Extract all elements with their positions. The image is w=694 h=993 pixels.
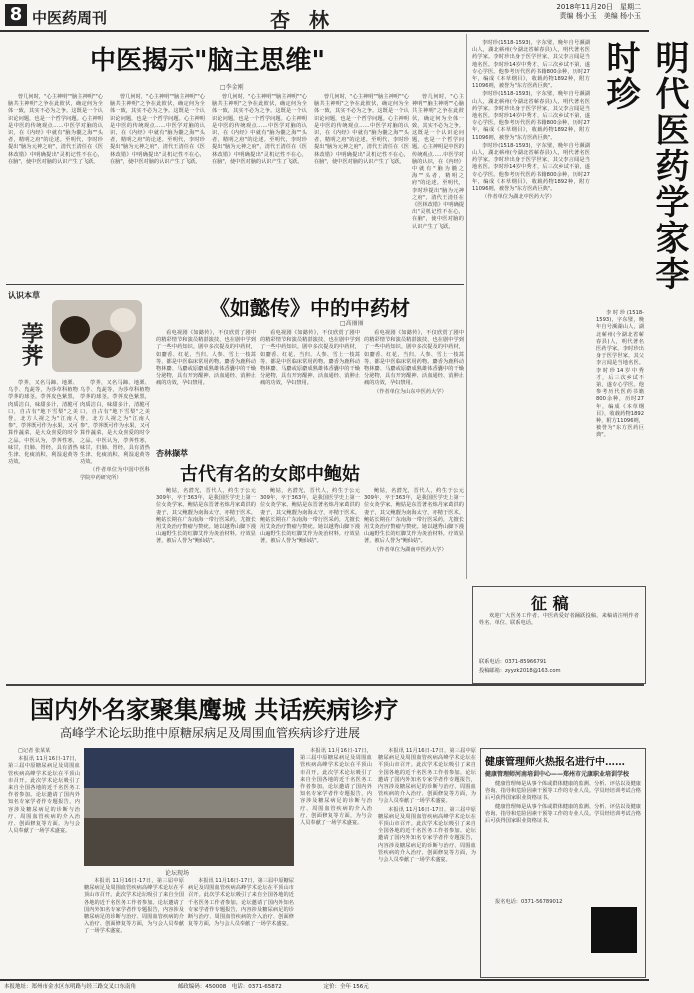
article3-col-1: 荸荠，又名马蹄、地栗、乌芋、凫茈等，为莎草科植物荸荠的球茎。荸荠皮色紫黑，肉质洁白，味甜多汁，清脆可口，自古有"地下雪梨"之美誉，北方人视之为"江南人参"。荸荠既可作为水果，又可算作蔬菜，是大众喜爱的时令之品。中医认为，荸荠性寒，味甘，归肺、胃经，具有清热生津、化痰消积、利湿退黄等功效。 bbox=[8, 380, 78, 466]
article4-col-3: 看电视剧《如懿传》，不仅欣赏了剧中的精彩情节和演员精湛演技，也在剧中学到了一些中药知识。剧中多次提及的中药材，如麝香、红花、当归、人参、雪上一枝蒿等，都是中医临床常用药物。麝香为鹿科动物林麝、马麝或原麝成熟雄体香囊中的干燥分泌物，具有开窍醒神、活血通经、消肿止痛的功效，孕妇禁用。 （作者单位为山东中医药大学） bbox=[364, 330, 464, 395]
qr-code-icon[interactable] bbox=[591, 907, 637, 953]
photo-caption: 论坛现场 bbox=[165, 870, 190, 877]
article5-col-2: 鲍姑，名潜光，晋代人，约生于公元309年，卒于363年，是我国医学史上第一位女灸学家。鲍姑是东晋著名炼丹家葛洪的妻子，其父鲍靓为南海太守，亦精于医术。鲍姑长期在广东南海一带行医采药，尤擅长用艾灸治疗赘瘤与赘疣。她以越秀山脚下漫山遍野生长的红脚艾作为灸治材料，疗效显著，被后人誉为"鲍仙姑"。 bbox=[260, 488, 360, 545]
health-ad-subtitle: 健康管理师河南培训中心——郑州市元康职业培训学校 bbox=[485, 771, 630, 778]
article1-col-1: 曾几何时，"心主神明""脑主神明""心脑共主神明"之争在此彼伏，确定何为全体一致，其实不必为之争。这既是一个认识论问题，也是一个哲学问题。心主神明是中医的传统观点……中医学对脑的认识，在《内经》中就有"脑为髓之海""头者，精明之府"的论述。至明代，李时珍提出"脑为元神之府"，清代王清任在《医林改错》中明确提出"灵机记性不在心，在脑"，使中医对脑的认识产生了飞跃。 bbox=[8, 94, 103, 165]
footer bbox=[0, 979, 649, 993]
article4-byline: □高丽丽 bbox=[340, 320, 364, 327]
health-ad-title: 健康管理师火热报名进行中…… bbox=[485, 757, 625, 768]
article6-col-3: 本报讯 11月16日-17日，第三届中原糖尿病足及周围血管疾病高峰学术论坛在平顶山市召开。此次学术论坛吸引了来自全国各地的近千名医务工作者参加。论坛邀请了国内外知名专家学者作专题报告，内容涉及糖尿病足的诊断与治疗、周围血管疾病的介入治疗、创面修复等方面，为与会人员奉献了一场学术盛宴。 bbox=[188, 878, 294, 928]
health-ad-phone: 报名电话：0371-56789012 bbox=[495, 899, 563, 905]
peeled-water-chestnut-shape bbox=[110, 308, 136, 332]
article1-headline: 中医揭示"脑主思维" bbox=[90, 46, 326, 76]
article1-byline: □李金刚 bbox=[220, 84, 244, 91]
column-divider bbox=[466, 34, 467, 579]
date-text: 2018年11月20日 星期二 bbox=[556, 3, 641, 11]
section-divider bbox=[6, 684, 644, 686]
article2-headline: 明代医药学家李时珍 bbox=[600, 40, 689, 292]
article1-col-5: 曾几何时，"心主神明""脑主神明""心脑共主神明"之争在此彼伏，确定何为全体一致，其实不必为之争。这既是一个认识论问题，也是一个哲学问题。心主神明是中医的传统观点……中医学对脑的认识，在《内经》中就有"脑为髓之海""头者，精明之府"的论述。至明代，李时珍提出"脑为元神之府"，清代王清任在《医林改错》中明确提出"灵机记性不在心，在脑"，使中医对脑的认识产生了飞跃。 bbox=[412, 94, 464, 230]
article6-col-2: 本报讯 11月16日-17日，第三届中原糖尿病足及周围血管疾病高峰学术论坛在平顶山市召开。此次学术论坛吸引了来自全国各地的近千名医务工作者参加。论坛邀请了国内外知名专家学者作专题报告，内容涉及糖尿病足的诊断与治疗、周围血管疾病的介入治疗、创面修复等方面，为与会人员奉献了一场学术盛宴。 bbox=[84, 878, 184, 935]
article5-col-3: 鲍姑，名潜光，晋代人，约生于公元309年，卒于363年，是我国医学史上第一位女灸学家。鲍姑是东晋著名炼丹家葛洪的妻子，其父鲍靓为南海太守，亦精于医术。鲍姑长期在广东南海一带行医采药，尤擅长用艾灸治疗赘瘤与赘疣。她以越秀山脚下漫山遍野生长的红脚艾作为灸治材料，疗效显著，被后人誉为"鲍仙姑"。 （作者单位为湖南中医药大学） bbox=[364, 488, 464, 553]
article6-col-1: □记者 张某某 本报讯 11月16日-17日，第三届中原糖尿病足及周围血管疾病高峰学术论坛在平顶山市召开。此次学术论坛吸引了来自全国各地的近千名医务工作者参加。论坛邀请了国内外知名专家学者作专题报告，内容涉及糖尿病足的诊断与治疗、周围血管疾病的介入治疗、创面修复等方面，为与会人员奉献了一场学术盛宴。 bbox=[8, 748, 80, 835]
call-for-papers-title: 征 稿 bbox=[531, 594, 569, 613]
paper-name: 中医药周刊 bbox=[32, 9, 108, 27]
water-chestnut-shape bbox=[60, 316, 90, 344]
call-for-papers-phone: 联系电话：0371-85966791 bbox=[479, 659, 547, 665]
water-chestnut-shape bbox=[92, 330, 122, 358]
article4-col-2: 看电视剧《如懿传》，不仅欣赏了剧中的精彩情节和演员精湛演技，也在剧中学到了一些中药知识。剧中多次提及的中药材，如麝香、红花、当归、人参、雪上一枝蒿等，都是中医临床常用药物。麝香为鹿科动物林麝、马麝或原麝成熟雄体香囊中的干燥分泌物，具有开窍醒神、活血通经、消肿止痛的功效，孕妇禁用。 bbox=[260, 330, 360, 387]
date-line bbox=[556, 3, 641, 21]
article6-col-4: 本报讯 11月16日-17日，第三届中原糖尿病足及周围血管疾病高峰学术论坛在平顶山市召开。此次学术论坛吸引了来自全国各地的近千名医务工作者参加。论坛邀请了国内外知名专家学者作专题报告，内容涉及糖尿病足的诊断与治疗、周围血管疾病的介入治疗、创面修复等方面，为与会人员奉献了一场学术盛宴。 bbox=[300, 748, 372, 827]
article6-subheadline: 高峰学术论坛助推中原糖尿病足及周围血管疾病诊疗进展 bbox=[60, 726, 361, 740]
section-divider bbox=[6, 284, 464, 285]
article1-col-4: 曾几何时，"心主神明""脑主神明""心脑共主神明"之争在此彼伏，确定何为全体一致，其实不必为之争。这既是一个认识论问题，也是一个哲学问题。心主神明是中医的传统观点……中医学对脑的认识，在《内经》中就有"脑为髓之海""头者，精明之府"的论述。至明代，李时珍提出"脑为元神之府"，清代王清任在《医林改错》中明确提出"灵机记性不在心，在脑"，使中医对脑的认识产生了飞跃。 bbox=[314, 94, 409, 165]
section-name: 杏 林 bbox=[270, 8, 335, 32]
footer-price: 定价：全年 156元 bbox=[323, 984, 369, 990]
article4-col-1: 看电视剧《如懿传》，不仅欣赏了剧中的精彩情节和演员精湛演技，也在剧中学到了一些中药知识。剧中多次提及的中药材，如麝香、红花、当归、人参、雪上一枝蒿等，都是中医临床常用药物。麝香为鹿科动物林麝、马麝或原麝成熟雄体香囊中的干燥分泌物，具有开窍醒神、活血通经、消肿止痛的功效，孕妇禁用。 bbox=[156, 330, 256, 387]
editor-text: 责编 杨小玉 美编 杨小玉 bbox=[559, 12, 641, 20]
health-ad-body: 健康管理师是从事个体或群体健康的监测、分析、评估以及健康咨询、指导和危险因素干预等工作的专业人员。学员经培训考试合格后可获得国家职业资格证书。 健康管理师是从事个体或群体健康的监测、分析、评估以及健康咨询、指导和危险因素干预等工作的专业人员。学员经培训考试合格后可获得国家职业资格证书。 bbox=[485, 781, 641, 825]
health-manager-ad bbox=[480, 748, 646, 978]
article1-col-3: 曾几何时，"心主神明""脑主神明""心脑共主神明"之争在此彼伏，确定何为全体一致，其实不必为之争。这既是一个认识论问题，也是一个哲学问题。心主神明是中医的传统观点……中医学对脑的认识，在《内经》中就有"脑为髓之海""头者，精明之府"的论述。至明代，李时珍提出"脑为元神之府"，清代王清任在《医林改错》中明确提出"灵机记性不在心，在脑"，使中医对脑的认识产生了飞跃。 bbox=[212, 94, 307, 165]
footer-address: 本报地址：郑州市金水区东明路与经三路交叉口东南角 bbox=[4, 984, 137, 990]
call-for-papers-box bbox=[472, 586, 646, 684]
article2-body: 李时珍(1518-1593)，字东璧，晚年自号濒湖山人，湖北蕲州(今湖北省蕲春县)人，明代著名医药学家。李时珍出身于医学世家，其父李言闻是当地名医。李时珍14岁中秀才，后三次乡试不第，遂专心学医。他参考历代医药书籍800余种，历时27年，编成《本草纲目》，收载药物1892种，附方11096则，被誉为"东方医药巨典"。 李时珍(1518-1593)，字东璧，晚年自号濒湖山人，湖北蕲州(今湖北省蕲春县)人，明代著名医药学家。李时珍出身于医学世家，其父李言闻是当地名医。李时珍14岁中秀才，后三次乡试不第，遂专心学医。他参考历代医药书籍800余种，历时27年，编成《本草纲目》，收载药物1892种，附方11096则，被誉为"东方医药巨典"。 李时珍(1518-1593)，字东璧，晚年自号濒湖山人，湖北蕲州(今湖北省蕲春县)人，明代著名医药学家。李时珍出身于医学世家，其父李言闻是当地名医。李时珍14岁中秀才，后三次乡试不第，遂专心学医。他参考历代医药书籍800余种，历时27年，编成《本草纲目》，收载药物1892种，附方11096则，被誉为"东方医药巨典"。 （作者单位为湖北中医药大学） bbox=[472, 40, 590, 201]
article6-headline: 国内外名家聚集鹰城 共话疾病诊疗 bbox=[30, 695, 399, 724]
masthead bbox=[0, 0, 649, 32]
article3-tag: 认识本草 bbox=[8, 291, 40, 300]
article4-headline: 《如懿传》中的中药材 bbox=[210, 296, 410, 320]
article5-tag: 杏林撷萃 bbox=[156, 449, 188, 458]
footer-contact: 邮政编码：450008 电话：0371-65872 bbox=[177, 984, 282, 990]
article1-col-2: 曾几何时，"心主神明""脑主神明""心脑共主神明"之争在此彼伏，确定何为全体一致，其实不必为之争。这既是一个认识论问题，也是一个哲学问题。心主神明是中医的传统观点……中医学对脑的认识，在《内经》中就有"脑为髓之海""头者，精明之府"的论述。至明代，李时珍提出"脑为元神之府"，清代王清任在《医林改错》中明确提出"灵机记性不在心，在脑"，使中医对脑的认识产生了飞跃。 bbox=[110, 94, 205, 165]
article2-body-cont: 李时珍(1518-1593)，字东璧，晚年自号濒湖山人，湖北蕲州(今湖北省蕲春县)人，明代著名医药学家。李时珍出身于医学世家，其父李言闻是当地名医。李时珍14岁中秀才，后三次乡试不第，遂专心学医。他参考历代医药书籍800余种，历时27年，编成《本草纲目》，收载药物1892种，附方11096则，被誉为"东方医药巨典"。 bbox=[596, 310, 644, 439]
audience-area bbox=[84, 818, 294, 866]
herb-name: 荸荠 bbox=[18, 322, 44, 366]
call-for-papers-body: 欢迎广大医务工作者、中医药爱好者踊跃投稿。来稿请注明作者姓名、单位、联系电话。 bbox=[479, 613, 639, 627]
stage-banner bbox=[84, 748, 294, 788]
conference-photo bbox=[84, 748, 294, 866]
article5-headline: 古代有名的女郎中鲍姑 bbox=[180, 464, 360, 485]
page-number: 8 bbox=[5, 4, 27, 26]
article6-col-5: 本报讯 11月16日-17日，第三届中原糖尿病足及周围血管疾病高峰学术论坛在平顶山市召开。此次学术论坛吸引了来自全国各地的近千名医务工作者参加。论坛邀请了国内外知名专家学者作专题报告，内容涉及糖尿病足的诊断与治疗、周围血管疾病的介入治疗、创面修复等方面，为与会人员奉献了一场学术盛宴。 本报讯 11月16日-17日，第三届中原糖尿病足及周围血管疾病高峰学术论坛在平顶山市召开。此次学术论坛吸引了来自全国各地的近千名医务工作者参加。论坛邀请了国内外知名专家学者作专题报告，内容涉及糖尿病足的诊断与治疗、周围血管疾病的介入治疗、创面修复等方面，为与会人员奉献了一场学术盛宴。 bbox=[378, 748, 476, 864]
call-for-papers-email: 投稿邮箱：zyyzk2018@163.com bbox=[479, 668, 561, 674]
article5-col-1: 鲍姑，名潜光，晋代人，约生于公元309年，卒于363年，是我国医学史上第一位女灸学家。鲍姑是东晋著名炼丹家葛洪的妻子，其父鲍靓为南海太守，亦精于医术。鲍姑长期在广东南海一带行医采药，尤擅长用艾灸治疗赘瘤与赘疣。她以越秀山脚下漫山遍野生长的红脚艾作为灸治材料，疗效显著，被后人誉为"鲍仙姑"。 bbox=[156, 488, 256, 545]
article3-col-2: 荸荠，又名马蹄、地栗、乌芋、凫茈等，为莎草科植物荸荠的球茎。荸荠皮色紫黑，肉质洁白，味甜多汁，清脆可口，自古有"地下雪梨"之美誉，北方人视之为"江南人参"。荸荠既可作为水果，又可算作蔬菜，是大众喜爱的时令之品。中医认为，荸荠性寒，味甘，归肺、胃经，具有清热生津、化痰消积、利湿退黄等功效。 （作者单位为中国中医科学院中药研究所） bbox=[80, 380, 150, 481]
herb-photo bbox=[52, 300, 142, 372]
